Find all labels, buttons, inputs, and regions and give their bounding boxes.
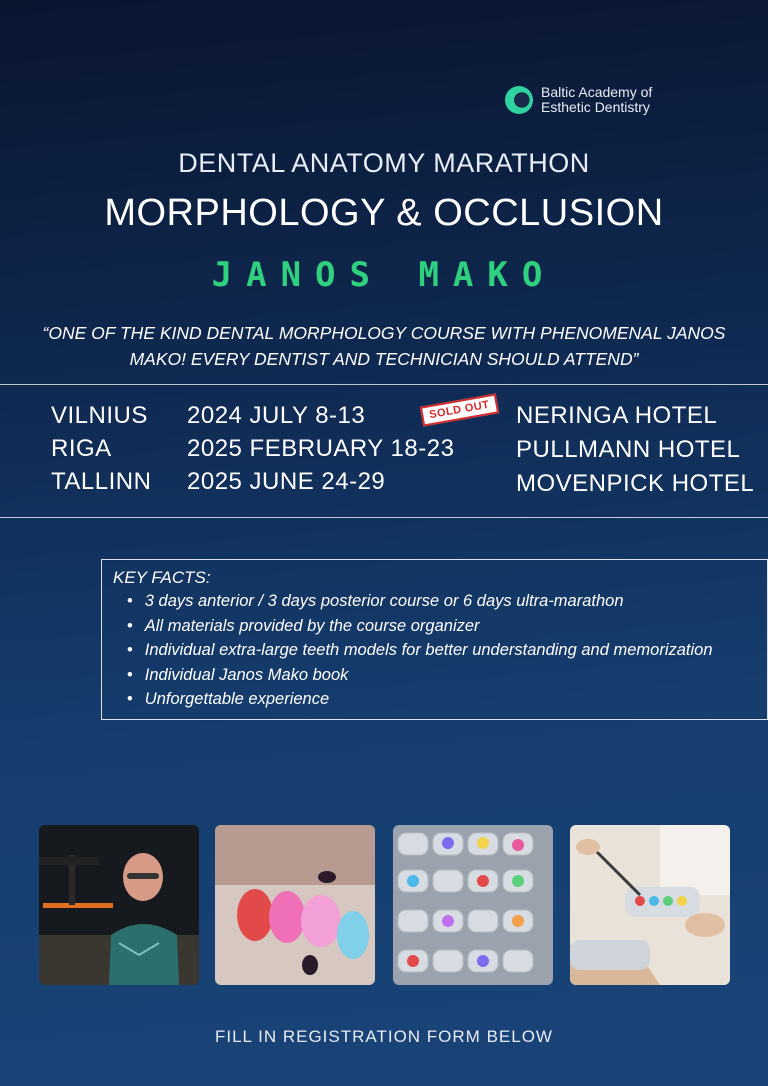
- list-item: • Individual Janos Mako book: [127, 663, 767, 688]
- key-facts-list: [113, 589, 767, 712]
- hotel-riga: PULLMANN HOTEL: [516, 436, 741, 463]
- date-vilnius: 2024 JULY 8-13: [187, 402, 366, 429]
- city-riga: RIGA: [51, 435, 112, 462]
- hotel-vilnius: NERINGA HOTEL: [516, 402, 718, 429]
- date-riga: 2025 FEBRUARY 18-23: [187, 435, 455, 462]
- painting-teeth-model-photo: [570, 825, 730, 985]
- divider-top: [0, 384, 768, 385]
- academy-logo-icon: [505, 86, 533, 114]
- divider-bottom: [0, 517, 768, 518]
- key-facts-heading: KEY FACTS:: [113, 568, 211, 587]
- registration-prompt: FILL IN REGISTRATION FORM BELOW: [215, 1027, 553, 1046]
- sold-out-badge: SOLD OUT: [420, 393, 499, 426]
- logo-text: [541, 85, 652, 115]
- list-item: • Unforgettable experience: [127, 687, 767, 712]
- logo-line-2: Esthetic Dentistry: [541, 99, 650, 115]
- list-item: • Individual extra-large teeth models for better understanding and memorization: [127, 638, 767, 663]
- list-item: • 3 days anterior / 3 days posterior course or 6 days ultra-marathon: [127, 589, 767, 614]
- logo-line-1: Baltic Academy of: [541, 84, 653, 100]
- speaker-name: JANOS MAKO: [211, 255, 557, 295]
- painted-tooth-models-photo: [215, 825, 375, 985]
- teeth-models-tray-photo: [393, 825, 553, 985]
- course-subtitle: MORPHOLOGY & OCCLUSION: [104, 192, 664, 234]
- date-tallinn: 2025 JUNE 24-29: [187, 468, 386, 495]
- city-vilnius: VILNIUS: [51, 402, 148, 429]
- hotel-tallinn: MOVENPICK HOTEL: [516, 470, 755, 497]
- list-item: • All materials provided by the course organizer: [127, 614, 767, 639]
- schedule-cities: [51, 399, 151, 498]
- instructor-photo: [39, 825, 199, 985]
- schedule-dates: [187, 399, 454, 498]
- course-title: DENTAL ANATOMY MARATHON: [178, 148, 590, 178]
- key-facts-box: [101, 559, 768, 720]
- logo: [505, 85, 652, 115]
- testimonial-quote: “ONE OF THE KIND DENTAL MORPHOLOGY COURSE WITH PHENOMENAL JANOS MAKO! EVERY DENTIST AND TECHNICIAN SHOULD ATTEND”: [42, 323, 726, 369]
- city-tallinn: TALLINN: [51, 468, 152, 495]
- schedule-hotels: [516, 399, 754, 501]
